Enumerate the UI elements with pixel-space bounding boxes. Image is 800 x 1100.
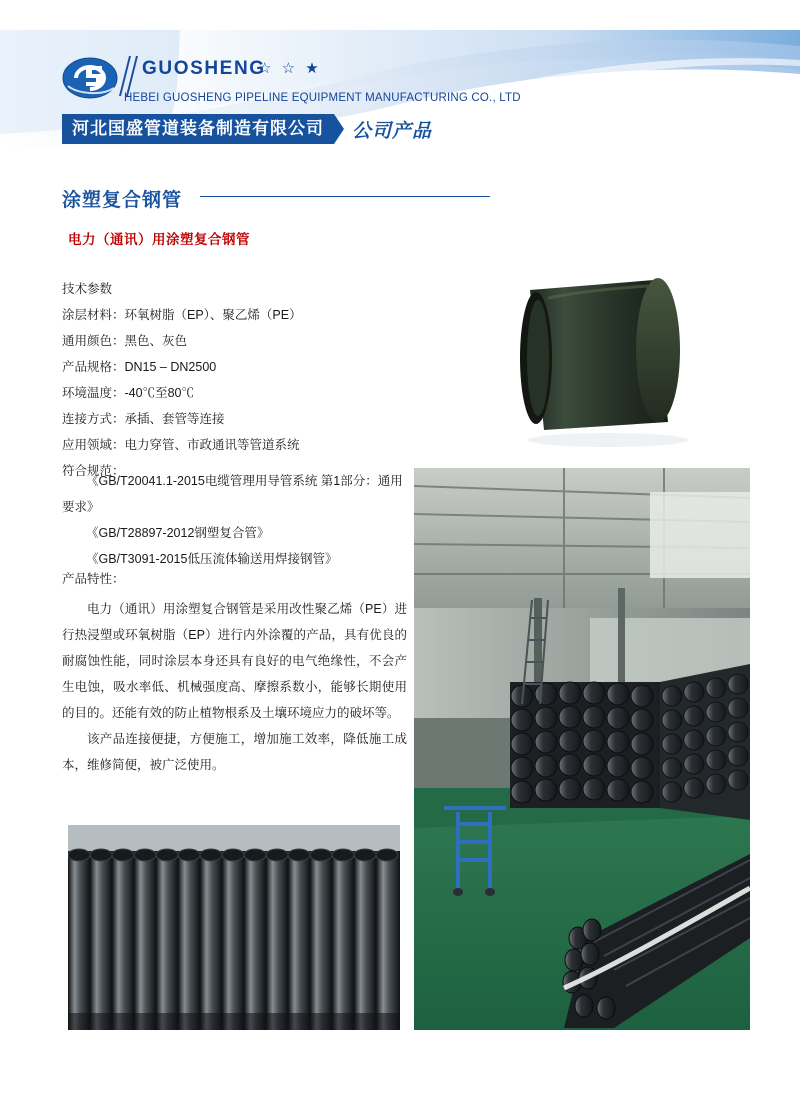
warehouse-illustration	[414, 468, 750, 1030]
company-logo-icon	[62, 56, 118, 100]
spec-item: 产品规格：DN15 – DN2500	[62, 360, 217, 374]
features-body	[62, 596, 407, 778]
spec-item: 应用领域：电力穿管、市政通讯等管道系统	[62, 438, 300, 452]
brand-subtitle-en: HEBEI GUOSHENG PIPELINE EQUIPMENT MANUFACTURING CO., LTD	[124, 92, 521, 104]
header-products-label: 公司产品	[352, 121, 433, 142]
brand-stars: ☆ ☆ ★	[258, 60, 322, 77]
standards-list	[62, 468, 407, 572]
spec-item: 涂层材料：环氧树脂（EP）、聚乙烯（PE）	[62, 308, 302, 322]
title-rule	[200, 196, 490, 197]
spec-heading: 技术参数	[62, 282, 113, 296]
spec-list	[62, 276, 407, 484]
coated-steel-pipes-photo	[68, 825, 400, 1030]
pipes-illustration	[68, 825, 400, 1030]
pipe-fitting-illustration	[458, 262, 750, 452]
page-header	[0, 30, 800, 155]
pipe-fitting-photo	[458, 262, 750, 452]
spec-item: 环境温度：-40℃至80℃	[62, 386, 194, 400]
standard-item: 《GB/T28897-2012钢塑复合管》	[86, 526, 270, 540]
warehouse-pipe-stacks-photo	[414, 468, 750, 1030]
page-footer-space	[0, 1086, 800, 1100]
spec-item: 通用颜色：黑色、灰色	[62, 334, 188, 348]
page-title: 涂塑复合钢管	[62, 190, 183, 211]
feature-paragraph: 该产品连接便捷，方便施工，增加施工效率，降低施工成本，维修简便，被广泛使用。	[62, 732, 407, 772]
standards-heading: 符合规范：	[62, 464, 125, 478]
brand-name-en: GUOSHENG	[142, 58, 266, 79]
features-heading: 产品特性：	[62, 572, 125, 586]
banner-arrow	[334, 114, 344, 144]
standard-item: 《GB/T20041.1-2015电缆管理用导管系统 第1部分：通用要求》	[62, 474, 403, 514]
feature-paragraph: 电力（通讯）用涂塑复合钢管是采用改性聚乙烯（PE）进行热浸塑或环氧树脂（EP）进行内外涂覆的产品，具有优良的耐腐蚀性能，同时涂层本身还具有良好的电气绝缘性，不会产生电蚀，吸水率低、机械强度高、摩擦系数小，能够长期使用的目的。还能有效的防止植物根系及土壤环境应力的破坏等。	[62, 602, 407, 720]
standard-item: 《GB/T3091-2015低压流体输送用焊接钢管》	[86, 552, 338, 566]
spec-item: 连接方式：承插、套管等连接	[62, 412, 225, 426]
brand-name-cn-banner: 河北国盛管道装备制造有限公司	[62, 114, 334, 144]
page-subtitle: 电力（通讯）用涂塑复合钢管	[68, 232, 250, 247]
